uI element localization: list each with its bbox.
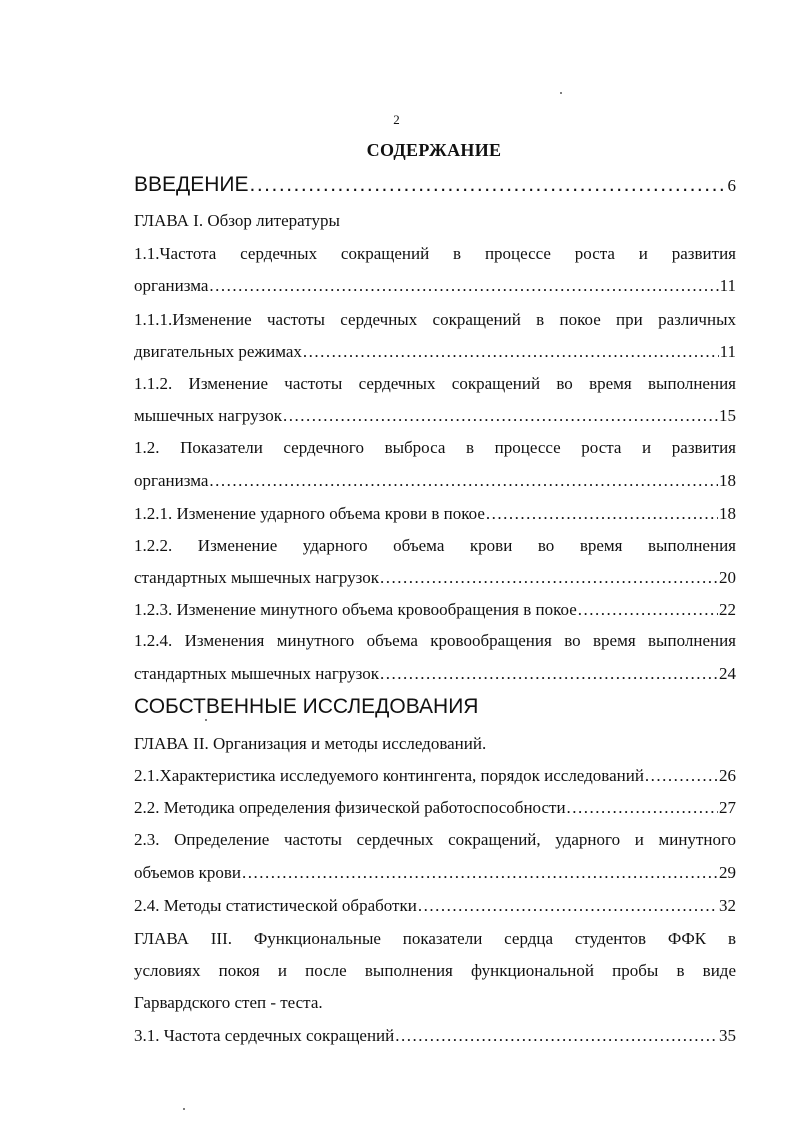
chapter-1-heading: ГЛАВА I. Обзор литературы <box>134 211 340 230</box>
leader-dots <box>578 599 718 621</box>
toc-entry-1-2 <box>134 470 736 492</box>
toc-entry-1-2-4-line1: 1.2.4. Изменения минутного объема кровообращения во время выполнения <box>134 631 736 650</box>
leader-dots <box>209 275 718 297</box>
toc-entry-2-1 <box>134 765 736 787</box>
toc-label: объемов крови <box>134 863 241 882</box>
leader-dots <box>303 341 719 363</box>
toc-label: 1.2.1. Изменение ударного объема крови в покое <box>134 504 485 523</box>
scan-speck <box>560 92 562 94</box>
toc-entry-1-1 <box>134 275 736 297</box>
scan-speck <box>183 1108 185 1110</box>
toc-page: 26 <box>719 766 736 785</box>
toc-label: 1.2.3. Изменение минутного объема кровообращения в покое <box>134 600 577 619</box>
leader-dots <box>418 895 718 917</box>
toc-entry-1-1-1-line1: 1.1.1.Изменение частоты сердечных сокращений в покое при различных <box>134 310 736 329</box>
toc-page: 11 <box>719 342 736 361</box>
toc-page: 22 <box>719 600 736 619</box>
leader-dots <box>380 663 718 685</box>
toc-entry-1-1-2 <box>134 405 736 427</box>
toc-label: стандартных мышечных нагрузок <box>134 568 379 587</box>
leader-dots <box>645 765 718 787</box>
toc-label: 2.4. Методы статистической обработки <box>134 896 417 915</box>
toc-label: двигательных режимах <box>134 342 302 361</box>
chapter-3-heading-line2: условиях покоя и после выполнения функциональной пробы в виде <box>134 961 736 980</box>
page-number: 2 <box>393 112 400 127</box>
toc-page: 20 <box>719 568 736 587</box>
chapter-3-heading-line3: Гарвардского степ - теста. <box>134 993 323 1012</box>
toc-entry-1-1-2-line1: 1.1.2. Изменение частоты сердечных сокращений во время выполнения <box>134 374 736 393</box>
leader-dots <box>242 862 718 884</box>
leader-dots <box>380 567 718 589</box>
toc-entry-3-1 <box>134 1025 736 1047</box>
toc-page: 15 <box>719 406 736 425</box>
toc-entry-2-3 <box>134 862 736 884</box>
toc-entry-1-2-4 <box>134 663 736 685</box>
toc-page: 18 <box>719 471 736 490</box>
toc-page: 6 <box>727 176 736 195</box>
toc-entry-1-2-1 <box>134 503 736 525</box>
toc-label: мышечных нагрузок <box>134 406 282 425</box>
leader-dots <box>209 470 718 492</box>
toc-entry-1-2-2-line1: 1.2.2. Изменение ударного объема крови во время выполнения <box>134 536 736 555</box>
leader-dots <box>283 405 718 427</box>
toc-entry-1-2-2 <box>134 567 736 589</box>
page-title: СОДЕРЖАНИЕ <box>366 140 502 160</box>
toc-entry-1-1-1 <box>134 341 736 363</box>
toc-page: 35 <box>719 1026 736 1045</box>
toc-label: организма <box>134 276 209 295</box>
toc-page: 18 <box>719 504 736 523</box>
chapter-3-heading-line1: ГЛАВА III. Функциональные показатели сердца студентов ФФК в <box>134 929 736 948</box>
leader-dots <box>395 1025 718 1047</box>
toc-entry-1-2-line1: 1.2. Показатели сердечного выброса в процессе роста и развития <box>134 438 736 457</box>
section-own-research: СОБСТВЕННЫЕ ИССЛЕДОВАНИЯ <box>134 695 479 718</box>
toc-label: 3.1. Частота сердечных сокращений <box>134 1026 395 1045</box>
scan-speck <box>205 719 207 721</box>
toc-page: 29 <box>719 863 736 882</box>
toc-label: организма <box>134 471 209 490</box>
toc-entry-2-2 <box>134 797 736 819</box>
toc-entry-1-1-line1: 1.1.Частота сердечных сокращений в процессе роста и развития <box>134 244 736 263</box>
toc-page: 24 <box>719 664 736 683</box>
leader-dots <box>486 503 718 525</box>
toc-label: 2.2. Методика определения физической работоспособности <box>134 798 566 817</box>
leader-dots <box>567 797 718 819</box>
toc-label: стандартных мышечных нагрузок <box>134 664 379 683</box>
toc-page: 27 <box>719 798 736 817</box>
toc-label: ВВЕДЕНИЕ <box>134 173 249 196</box>
leader-dots <box>250 174 727 196</box>
toc-entry-intro <box>134 174 736 197</box>
toc-label: 2.1.Характеристика исследуемого контингента, порядок исследований <box>134 766 644 785</box>
chapter-2-heading: ГЛАВА II. Организация и методы исследований. <box>134 734 487 753</box>
toc-entry-1-2-3 <box>134 599 736 621</box>
toc-page: 32 <box>719 896 736 915</box>
toc-page: 11 <box>719 276 736 295</box>
toc-entry-2-4 <box>134 895 736 917</box>
toc-entry-2-3-line1: 2.3. Определение частоты сердечных сокращений, ударного и минутного <box>134 830 736 849</box>
